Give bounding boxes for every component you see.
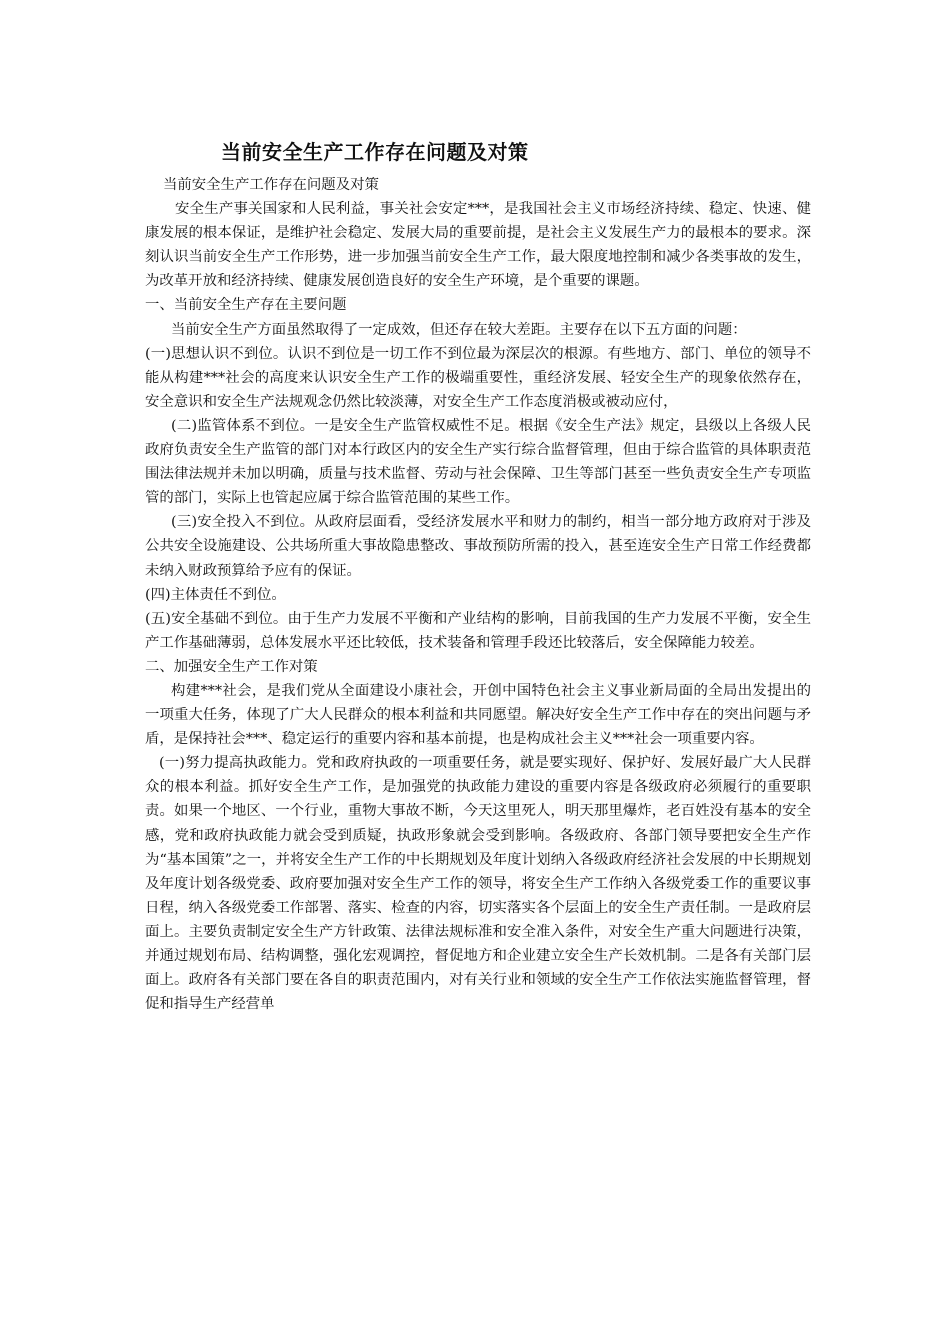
section-heading-problems: 一、当前安全生产存在主要问题: [145, 297, 347, 314]
problem-item-5: (五)安全基础不到位。由于生产力发展不平衡和产业结构的影响，目前我国的生产力发展不平衡，安全生产工作基础薄弱，总体发展水平还比较低，技术装备和管理手段还比较落后，安全保障能力较差。: [145, 610, 811, 651]
problem-item-2: (二)监管体系不到位。一是安全生产监管权威性不足。根据《安全生产法》规定，县级以上各级人民政府负责安全生产监管的部门对本行政区内的安全生产实行综合监督管理，但由于综合监管的具体职责范围法律法规并未加以明确，质量与技术监督、劳动与社会保障、卫生等部门甚至一些负责安全生产专项监管的部门，实际上也管起应属于综合监管范围的某些工作。: [145, 417, 811, 507]
intro-paragraph: 安全生产事关国家和人民利益，事关社会安定***，是我国社会主义市场经济持续、稳定、快速、健康发展的根本保证，是维护社会稳定、发展大局的重要前提，是社会主义发展生产力的最根本的要求。深刻认识当前安全生产工作形势，进一步加强当前安全生产工作，最大限度地控制和减少各类事故的发生，为改革开放和经济持续、健康发展创造良好的安全生产环境，是个重要的课题。: [145, 201, 811, 290]
problem-item-3: (三)安全投入不到位。从政府层面看，受经济发展水平和财力的制约，相当一部分地方政府对于涉及公共安全设施建设、公共场所重大事故隐患整改、事故预防所需的投入，甚至连安全生产日常工作经费都未纳入财政预算给予应有的保证。: [145, 514, 811, 579]
problem-item-1: (一)思想认识不到位。认识不到位是一切工作不到位最为深层次的根源。有些地方、部门、单位的领导不能从构建***社会的高度来认识安全生产工作的极端重要性，重经济发展、轻安全生产的现象依然存在，安全意识和安全生产法规观念仍然比较淡薄，对安全生产工作态度消极或被动应付，: [145, 345, 811, 410]
countermeasure-item-1: (一)努力提高执政能力。党和政府执政的一项重要任务，就是要实现好、保护好、发展好最广大人民群众的根本利益。抓好安全生产工作，是加强党的执政能力建设的重要内容是各级政府必须履行的重要职责。如果一个地区、一个行业，重物大事故不断，今天这里死人，明天那里爆炸，老百姓没有基本的安全感，党和政府执政能力就会受到质疑，执政形象就会受到影响。各级政府、各部门领导要把安全生产作为“基本国策”之一，并将安全生产工作的中长期规划及年度计划纳入各级政府经济社会发展的中长期规划及年度计划各级党委、政府要加强对安全生产工作的领导，将安全生产工作纳入各级党委工作的重要议事日程，纳入各级党委工作部署、落实、检查的内容，切实落实各个层面上的安全生产责任制。一是政府层面上。主要负责制定安全生产方针政策、法律法规标准和安全准入条件，对安全生产重大问题进行决策，并通过规划布局、结构调整，强化宏观调控，督促地方和企业建立安全生产长效机制。二是各有关部门层面上。政府各有关部门要在各自的职责范围内，对有关行业和领域的安全生产工作依法实施监督管理，督促和指导生产经营单: [145, 755, 811, 1013]
problems-intro-paragraph: 当前安全生产方面虽然取得了一定成效，但还存在较大差距。主要存在以下五方面的问题：: [171, 321, 747, 338]
document-title: 当前安全生产工作存在问题及对策: [221, 140, 529, 164]
document-page: [145, 133, 811, 1016]
countermeasures-intro-paragraph: 构建***社会，是我们党从全面建设小康社会，开创中国特色社会主义事业新局面的全局出发提出的一项重大任务，体现了广大人民群众的根本利益和共同愿望。解决好安全生产工作中存在的突出问题与矛盾，是保持社会***、稳定运行的重要内容和基本前提，也是构成社会主义***社会一项重要内容。: [145, 682, 811, 748]
section-heading-countermeasures: 二、加强安全生产工作对策: [145, 658, 318, 675]
document-subtitle: 当前安全生产工作存在问题及对策: [163, 177, 379, 193]
problem-item-4: (四)主体责任不到位。: [145, 586, 286, 603]
